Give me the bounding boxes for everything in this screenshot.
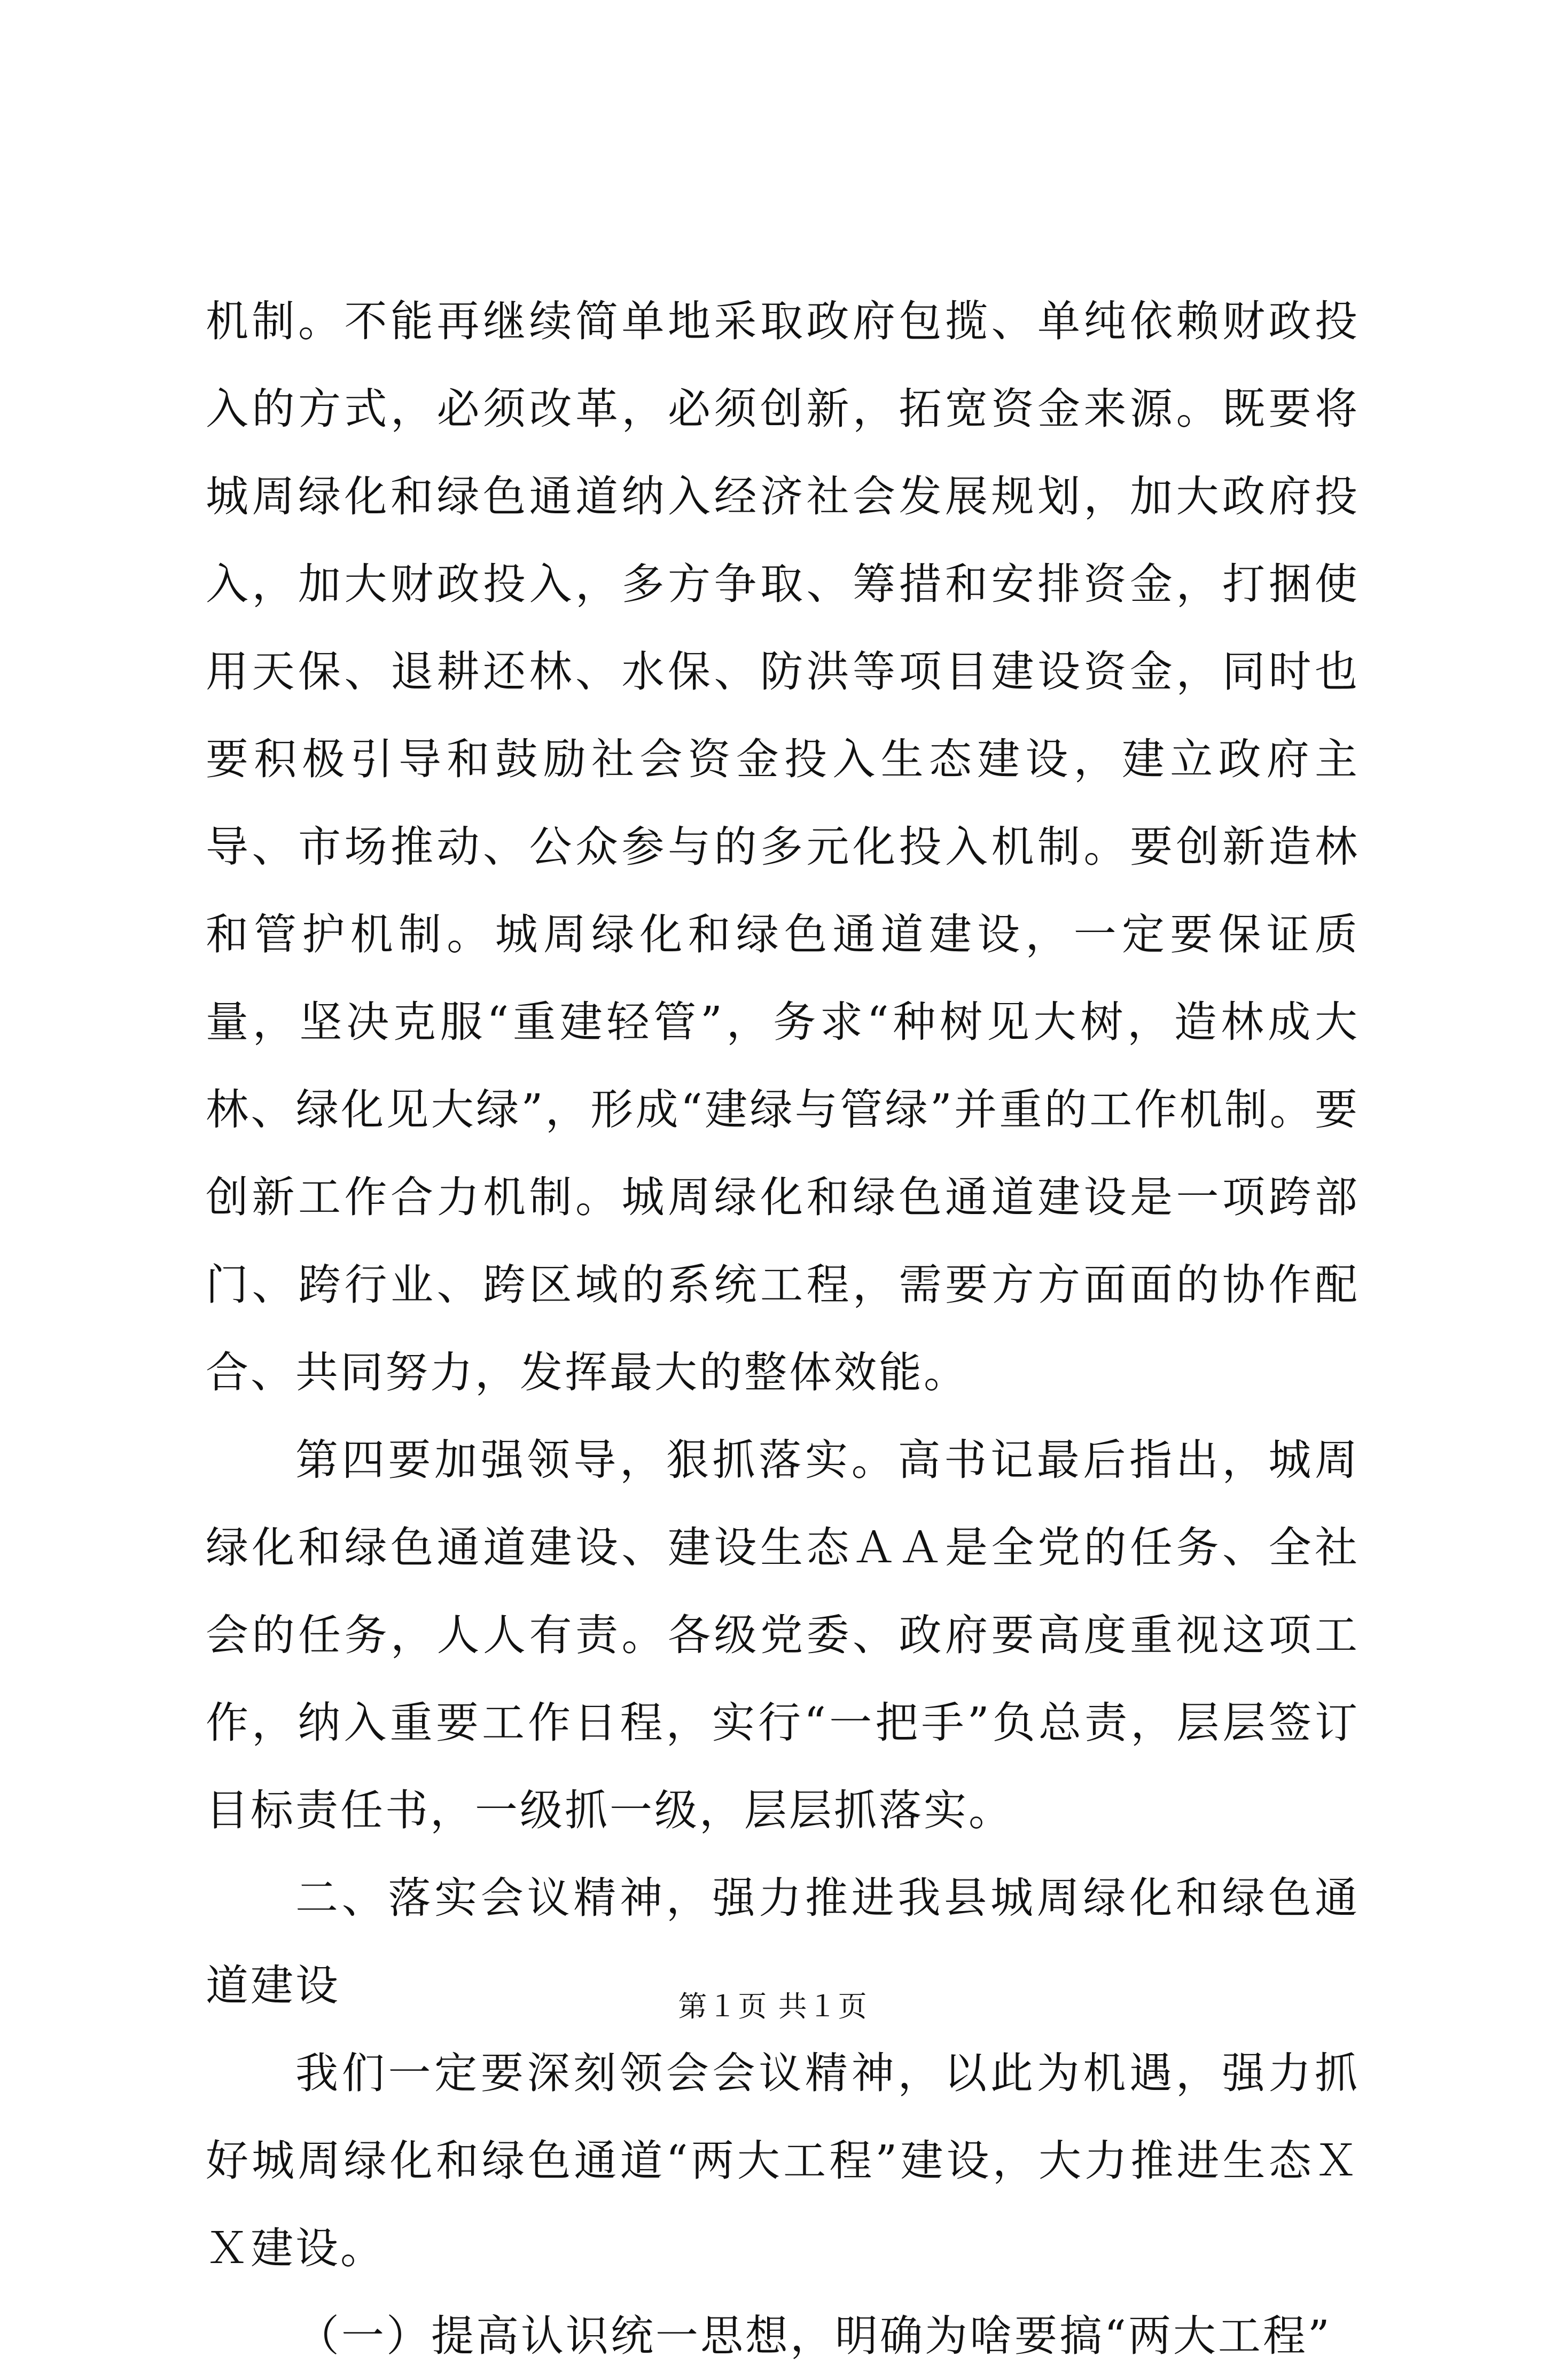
paragraph-meeting-spirit: 我们一定要深刻领会会议精神，以此为机遇，强力抓好城周绿化和绿色通道“两大工程”建设，大力推进生态ＸＸ建设。	[206, 2048, 1360, 2273]
subsection-heading-one: （一）提高认识统一思想，明确为啥要搞“两大工程”	[296, 2311, 1332, 2361]
page-footer	[0, 1988, 1546, 2025]
page-number-label: 第１页 共１页	[678, 1990, 868, 2023]
section-heading-two: 二、落实会议精神，强力推进我县城周绿化和绿色通道建设	[206, 1873, 1360, 2010]
document-body	[206, 278, 1360, 2380]
paragraph-fourth-point: 第四要加强领导，狠抓落实。高书记最后指出，城周绿化和绿色通道建设、建设生态ＡＡ是全党的任务、全社会的任务，人人有责。各级党委、政府要高度重视这项工作，纳入重要工作日程，实行“一把手”负总责，层层签订目标责任书，一级抓一级，层层抓落实。	[206, 1435, 1360, 1835]
paragraph-mechanism-continuation: 机制。不能再继续简单地采取政府包揽、单纯依赖财政投入的方式，必须改革，必须创新，拓宽资金来源。既要将城周绿化和绿色通道纳入经济社会发展规划，加大政府投入，加大财政投入，多方争取、筹措和安排资金，打捆使用天保、退耕还林、水保、防洪等项目建设资金，同时也要积极引导和鼓励社会资金投入生态建设，建立政府主导、市场推动、公众参与的多元化投入机制。要创新造林和管护机制。城周绿化和绿色通道建设，一定要保证质量，坚决克服“重建轻管”，务求“种树见大树，造林成大林、绿化见大绿”，形成“建绿与管绿”并重的工作机制。要创新工作合力机制。城周绿化和绿色通道建设是一项跨部门、跨行业、跨区域的系统工程，需要方方面面的协作配合、共同努力，发挥最大的整体效能。	[206, 296, 1360, 1397]
